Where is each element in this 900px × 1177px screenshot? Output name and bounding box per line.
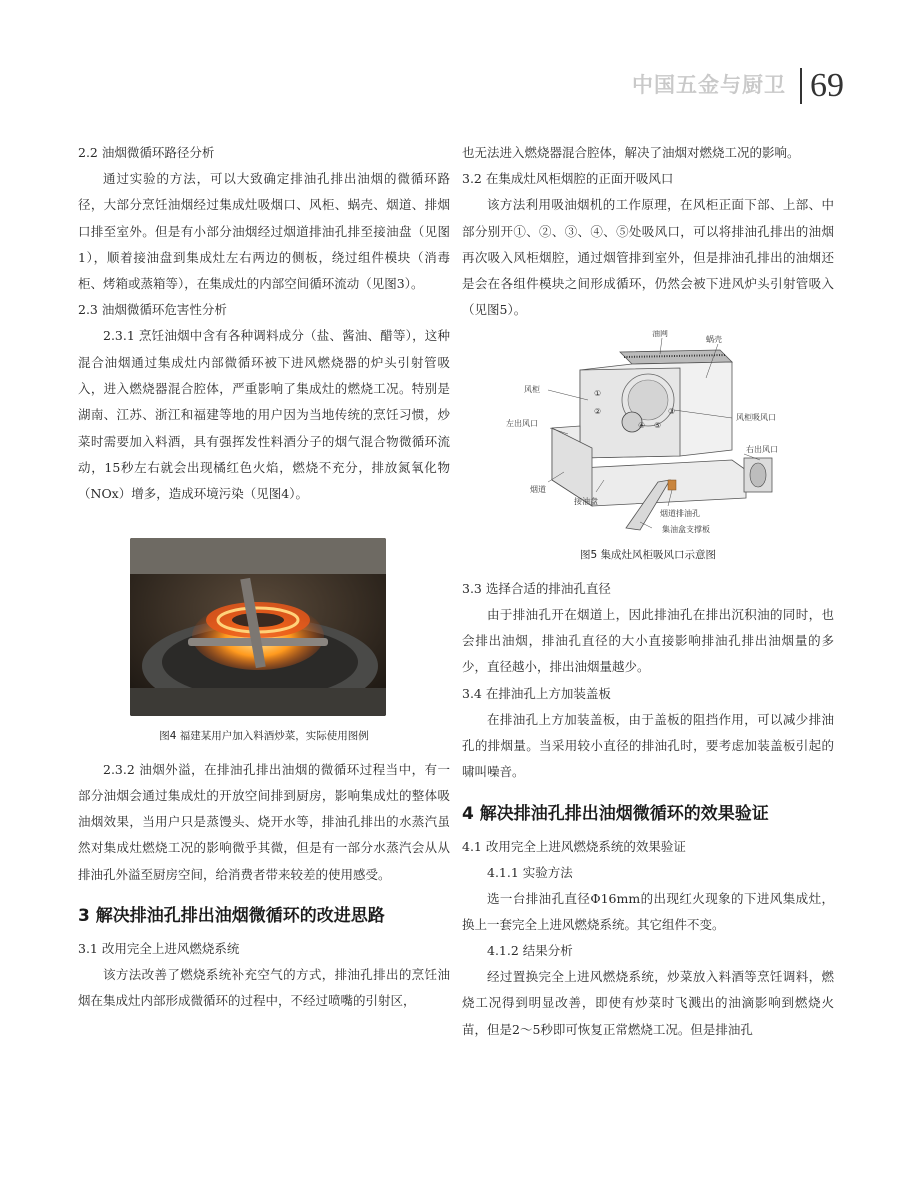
port-label-5: ⑤ <box>654 420 662 430</box>
section-3-3-heading: 3.3 选择合适的排油孔直径 <box>462 580 611 596</box>
section-2-2-paragraph: 通过实验的方法，可以大致确定排油孔排出油烟的微循环路径，大部分烹饪油烟经过集成灶吸烟口、风柜、蜗壳、烟道、排烟口排至室外。但是有小部分油烟经过烟道排油孔排至接油盘（见图1），顺着接油盘到集成灶左右两边的侧板，绕过组件模块（消毒柜、烤箱或蒸箱等），在集成灶的内部空间循环流动（见图3）。 <box>78 171 450 292</box>
section-3-4-heading: 3.4 在排油孔上方加装盖板 <box>462 685 611 701</box>
label-cabinet: 风柜 <box>524 384 540 394</box>
range-hood-diagram <box>492 330 802 535</box>
section-4-1-2-heading: 4.1.2 结果分析 <box>487 943 573 959</box>
label-flue-drain: 烟道排油孔 <box>660 508 700 518</box>
section-3-heading: 3 解决排油孔排出油烟微循环的改进思路 <box>78 906 385 927</box>
page-header <box>632 66 844 106</box>
port-label-4: ④ <box>638 420 646 430</box>
label-left-outlet: 左出风口 <box>506 418 538 428</box>
section-3-2-paragraph: 该方法利用吸油烟机的工作原理，在风柜正面下部、上部、中部分别开①、②、③、④、⑤处吸风口，可以将排油孔排出的油烟再次吸入风柜烟腔，通过烟管排到室外，但是排油孔排出的油烟还是会在各组件模块之间形成循环，仍然会被下进风炉头引射管吸入（见图5）。 <box>462 197 834 318</box>
label-flue: 烟道 <box>530 484 546 494</box>
section-3-3-paragraph: 由于排油孔开在烟道上，因此排油孔在排出沉积油的同时，也会排出油烟，排油孔直径的大小直接影响排油孔排出油烟量的多少，直径越小，排出油烟量越少。 <box>462 606 834 675</box>
section-3-1-continued: 也无法进入燃烧器混合腔体，解决了油烟对燃烧工况的影响。 <box>462 145 800 160</box>
right-column <box>462 140 834 1043</box>
port-label-1: ① <box>594 388 602 398</box>
section-2-3-heading: 2.3 油烟微循环危害性分析 <box>78 302 227 318</box>
section-2-3-1-paragraph: 2.3.1 烹饪油烟中含有各种调料成分（盐、酱油、醋等），这种混合油烟通过集成灶内部微循环被下进风燃烧器的炉头引射管吸入，进入燃烧器混合腔体，严重影响了集成灶的燃烧工况。特别是湖南、江苏、浙江和福建等地的用户因为当地传统的烹饪习惯，炒菜时需要加入料酒，具有强挥发性料酒分子的烟气混合物微循环流动，15秒左右就会出现橘红色火焰，燃烧不充分，排放氮氧化物（NOx）增多，造成环境污染（见图4）。 <box>78 328 450 502</box>
figure-5-diagram <box>492 330 802 535</box>
figure-4-caption: 图4 福建某用户加入料酒炒菜，实际使用图例 <box>159 729 369 742</box>
label-oil-net: 油网 <box>652 329 668 338</box>
section-2-3-2-paragraph: 2.3.2 油烟外溢，在排油孔排出油烟的微循环过程当中，有一部分油烟会通过集成灶的开放空间排到厨房，影响集成灶的整体吸油烟效果，当用户只是蒸馒头、烧开水等，排油孔排出的水蒸汽虽然对集成灶燃烧工况的影响微乎其微，但是有一部分水蒸汽会从从排油孔外溢至厨房空间，给消费者带来较差的使用感受。 <box>78 761 450 882</box>
port-label-3: ③ <box>668 406 676 416</box>
figure-4-photo <box>130 538 386 716</box>
section-4-1-2-paragraph: 经过置换完全上进风燃烧系统，炒菜放入料酒等烹饪调料，燃烧工况得到明显改善，即使有炒菜时飞溅出的油滴影响到燃烧火苗，但是2～5秒即可恢复正常燃烧工况。但是排油孔 <box>462 969 834 1037</box>
port-label-2: ② <box>594 406 602 416</box>
section-4-1-1-heading: 4.1.1 实验方法 <box>487 864 573 880</box>
section-2-2-heading: 2.2 油烟微循环路径分析 <box>78 145 215 160</box>
section-3-1-paragraph: 该方法改善了燃烧系统补充空气的方式，排油孔排出的烹饪油烟在集成灶内部形成微循环的过程中，不经过喷嘴的引射区， <box>78 967 450 1009</box>
label-cabinet-inlet: 风柜吸风口 <box>736 412 776 422</box>
journal-logo: 中国五金与厨卫 <box>632 73 786 97</box>
label-volute: 蜗壳 <box>706 334 722 344</box>
left-column <box>78 140 450 1015</box>
section-3-2-heading: 3.2 在集成灶风柜烟腔的正面开吸风口 <box>462 171 674 187</box>
page-number: 69 <box>810 67 844 104</box>
stove-flame-image <box>130 538 386 716</box>
section-3-4-paragraph: 在排油孔上方加装盖板，由于盖板的阻挡作用，可以减少排油孔的排烟量。当采用较小直径的排油孔时，要考虑加装盖板引起的啸叫噪音。 <box>462 711 834 780</box>
section-4-heading: 4 解决排油孔排出油烟微循环的效果验证 <box>462 803 769 824</box>
label-oil-tray: 接油盘 <box>574 496 598 506</box>
figure-5-caption: 图5 集成灶风柜吸风口示意图 <box>579 548 717 561</box>
label-tray-board: 集油盒支撑板 <box>662 524 710 534</box>
section-4-1-1-paragraph: 选一台排油孔直径Φ16mm的出现红火现象的下进风集成灶，换上一套完全上进风燃烧系统。其它组件不变。 <box>462 890 834 932</box>
section-4-1-heading: 4.1 改用完全上进风燃烧系统的效果验证 <box>462 838 686 854</box>
header-divider <box>800 68 802 104</box>
section-3-1-heading: 3.1 改用完全上进风燃烧系统 <box>78 941 240 957</box>
label-right-outlet: 右出风口 <box>746 444 778 454</box>
